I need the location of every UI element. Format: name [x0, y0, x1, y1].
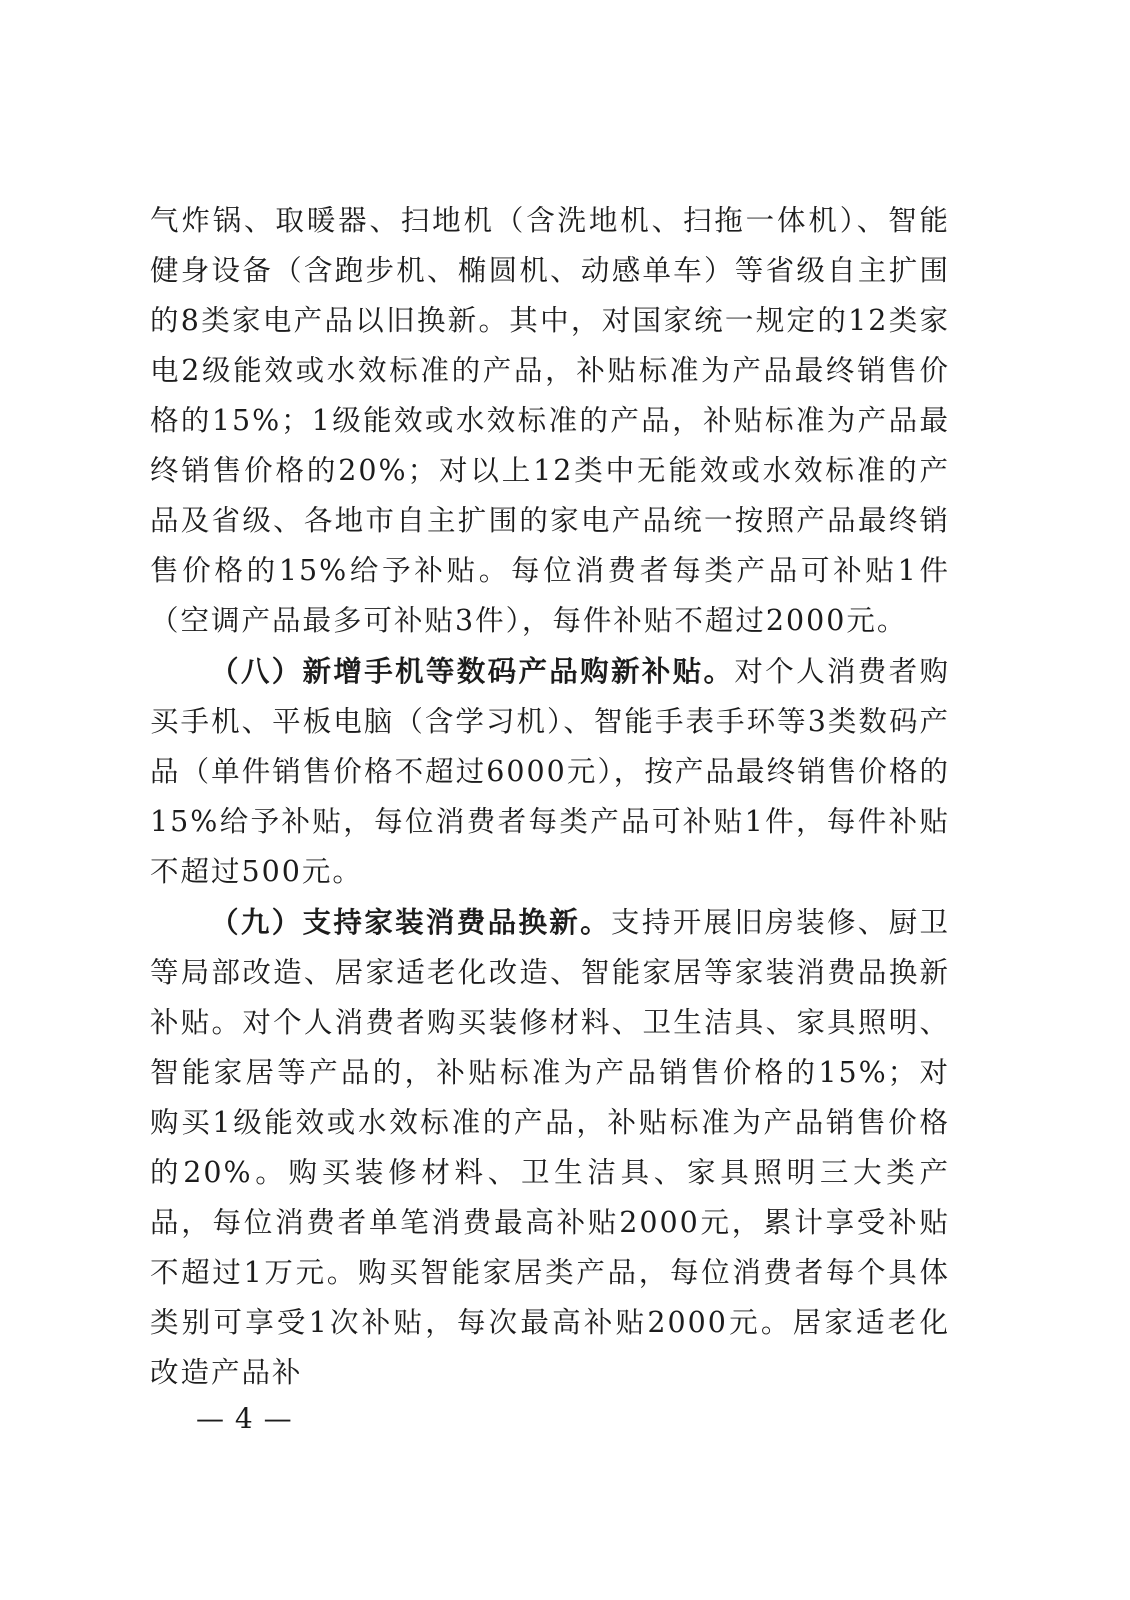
- page-number: — 4 —: [196, 1402, 293, 1435]
- paragraph-heading: （九）支持家装消费品换新。: [210, 905, 612, 939]
- paragraph-text: 对个人消费者购买手机、平板电脑（含学习机）、智能手表手环等3类数码产品（单件销售价格不超过6000元），按产品最终销售价格的15%给予补贴，每位消费者每类产品可补贴1件，每件补贴不超过500元。: [150, 655, 950, 888]
- paragraph-digital-products: [150, 646, 950, 897]
- paragraph-text: 支持开展旧房装修、厨卫等局部改造、居家适老化改造、智能家居等家装消费品换新补贴。对个人消费者购买装修材料、卫生洁具、家具照明、智能家居等产品的，补贴标准为产品销售价格的15%；对购买1级能效或水效标准的产品，补贴标准为产品销售价格的20%。购买装修材料、卫生洁具、家具照明三大类产品，每位消费者单笔消费最高补贴2000元，累计享受补贴不超过1万元。购买智能家居类产品，每位消费者每个具体类别可享受1次补贴，每次最高补贴2000元。居家适老化改造产品补: [150, 906, 950, 1389]
- paragraph-home-renovation: [150, 897, 950, 1398]
- paragraph-continuation: [150, 196, 950, 646]
- body-text: [150, 196, 950, 1398]
- paragraph-heading: （八）新增手机等数码产品购新补贴。: [210, 654, 735, 688]
- paragraph-text: 气炸锅、取暖器、扫地机（含洗地机、扫拖一体机）、智能健身设备（含跑步机、椭圆机、动感单车）等省级自主扩围的8类家电产品以旧换新。其中，对国家统一规定的12类家电2级能效或水效标准的产品，补贴标准为产品最终销售价格的15%；1级能效或水效标准的产品，补贴标准为产品最终销售价格的20%；对以上12类中无能效或水效标准的产品及省级、各地市自主扩围的家电产品统一按照产品最终销售价格的15%给予补贴。每位消费者每类产品可补贴1件（空调产品最多可补贴3件），每件补贴不超过2000元。: [150, 204, 950, 637]
